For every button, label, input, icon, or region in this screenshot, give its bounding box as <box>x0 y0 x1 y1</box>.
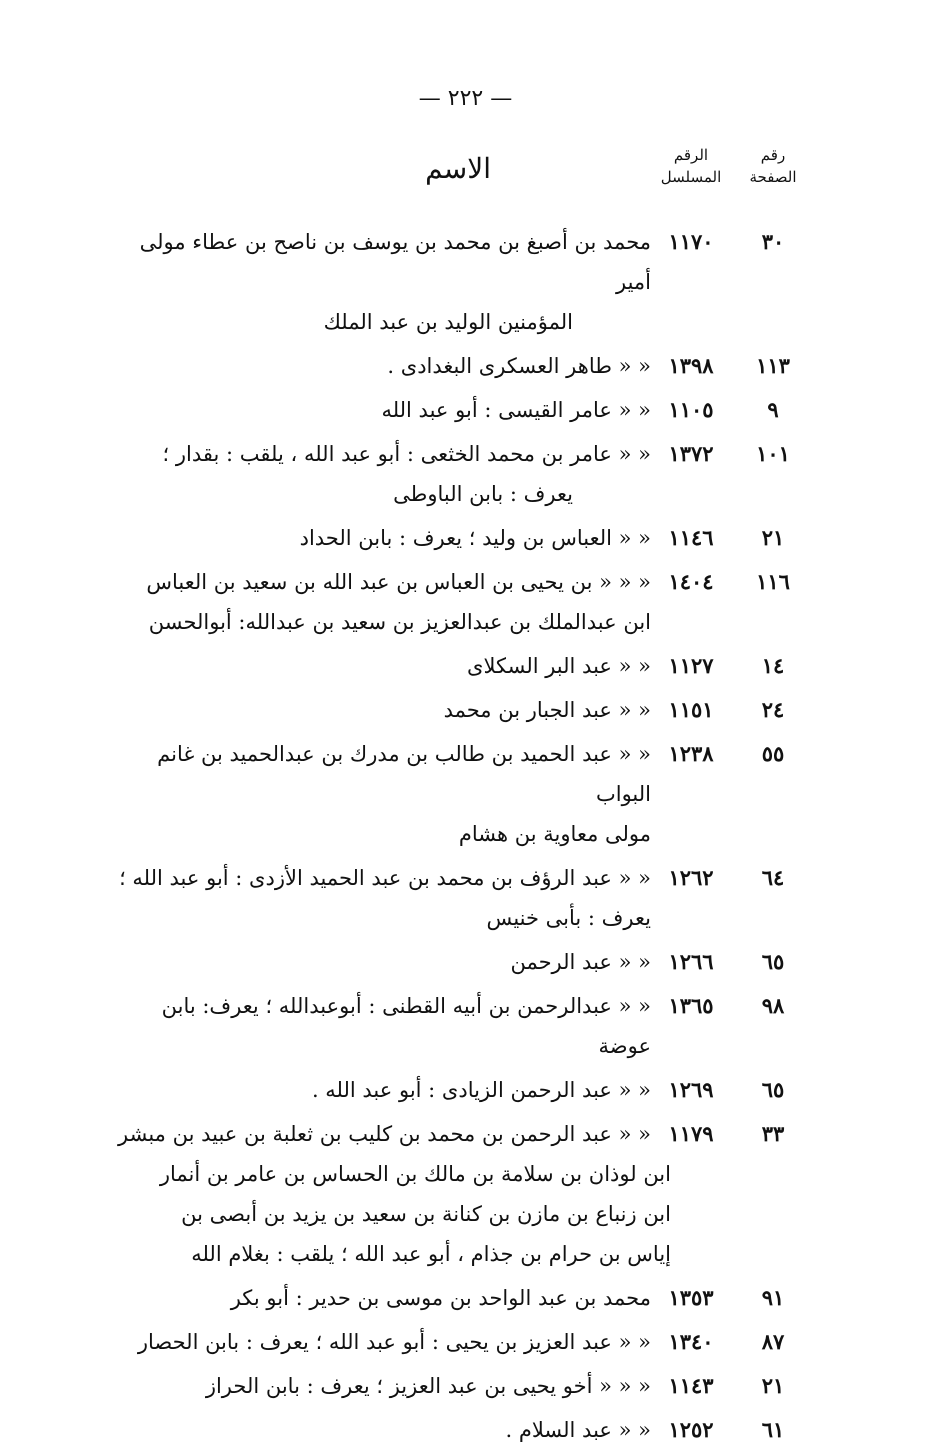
entry-name <box>104 1410 651 1450</box>
serial-number: ١٣٦٥ <box>668 993 714 1018</box>
entry-continuation: مولى معاوية بن هشام <box>458 822 651 846</box>
entry-name <box>104 942 651 982</box>
entry-name <box>104 858 651 938</box>
entry-name <box>104 646 651 686</box>
entry-name <box>104 1322 651 1362</box>
header-page-label: رقم الصفحة <box>749 146 797 186</box>
entry-name-text: « « عبد الرؤف بن محمد بن عبد الحميد الأزدى : أبو عبد الله ؛ <box>119 866 651 890</box>
serial-number: ١٤٠٤ <box>668 569 714 594</box>
entry-name-text: « « عبد البر السكلاى <box>467 654 651 678</box>
entry-name <box>104 518 651 558</box>
serial-number: ١١٤٣ <box>668 1373 714 1398</box>
entry-name <box>104 1278 651 1318</box>
entry-name-text: « « عبد العزيز بن يحيى : أبو عبد الله ؛ يعرف : بابن الحصار <box>137 1330 651 1354</box>
header-serial-label: الرقم المسلسل <box>660 146 722 186</box>
serial-number: ١٣٩٨ <box>668 353 714 378</box>
serial-number: ١٢٦٢ <box>668 865 714 890</box>
entry-name-text: « « عبد السلام . <box>505 1418 651 1442</box>
serial-number: ١١٥١ <box>668 697 714 722</box>
page-ref: ٦٤ <box>761 865 785 890</box>
entry-name <box>104 734 651 854</box>
entry-name <box>104 690 651 730</box>
table-row <box>0 346 931 386</box>
serial-number: ١١٧٠ <box>668 229 714 254</box>
header-serial-column <box>651 144 731 188</box>
table-row <box>0 986 931 1066</box>
entry-continuation: ابن عبدالملك بن عبدالعزيز بن سعيد بن عبدالله: أبوالحسن <box>148 610 651 634</box>
page-ref: ١١٦ <box>756 569 790 594</box>
entry-name <box>104 346 651 386</box>
serial-number: ١١٧٩ <box>668 1121 714 1146</box>
entry-continuation: يعرف : بأبى خنيس <box>486 906 651 930</box>
entry-name <box>104 434 651 514</box>
table-row <box>0 1114 931 1274</box>
table-row <box>0 1070 931 1110</box>
table-row <box>0 1410 931 1450</box>
page-number: — ٢٢٢ — <box>418 86 513 111</box>
entry-name-text: « « عامر القيسى : أبو عبد الله <box>381 398 651 422</box>
entry-name-text: « « عبدالرحمن بن أبيه القطنى : أبوعبدالله ؛ يعرف: بابن عوضة <box>161 994 651 1058</box>
entry-name <box>104 562 651 642</box>
page-ref: ٢١ <box>761 525 785 550</box>
table-row <box>0 222 931 342</box>
serial-number: ١١٤٦ <box>668 525 714 550</box>
table-row <box>0 518 931 558</box>
entry-name <box>104 1366 651 1406</box>
page-ref: ٩٨ <box>761 993 785 1018</box>
serial-number: ١٣٧٢ <box>668 441 714 466</box>
page-ref: ٩١ <box>761 1285 785 1310</box>
table-row <box>0 1322 931 1362</box>
entry-name-text: « « « أخو يحيى بن عبد العزيز ؛ يعرف : بابن الحراز <box>205 1374 651 1398</box>
entry-name <box>104 986 651 1066</box>
entry-name <box>104 1070 651 1110</box>
table-row <box>0 434 931 514</box>
page-ref: ٢٤ <box>761 697 785 722</box>
page-ref: ٣٣ <box>761 1121 785 1146</box>
serial-number: ١٢٦٩ <box>668 1077 714 1102</box>
entry-name-text: « « « بن يحيى بن العباس بن عبد الله بن سعيد بن العباس <box>146 570 651 594</box>
entry-name-text: محمد بن عبد الواحد بن موسى بن حدير : أبو بكر <box>230 1286 651 1310</box>
page-ref: ١٠١ <box>756 441 790 466</box>
entry-name-text: « « عبد الرحمن بن محمد بن كليب بن ثعلبة بن عبيد بن مبشر <box>118 1122 651 1146</box>
page-ref: ٣٠ <box>761 229 785 254</box>
page-ref: ٩ <box>767 397 779 422</box>
serial-number: ١١٠٥ <box>668 397 714 422</box>
entry-name-text: « « عبد الرحمن الزيادى : أبو عبد الله . <box>311 1078 651 1102</box>
table-row <box>0 734 931 854</box>
entry-continuation: المؤمنين الوليد بن عبد الملك <box>323 310 573 334</box>
table-row <box>0 942 931 982</box>
page-ref: ٥٥ <box>761 741 785 766</box>
page-ref: ١١٣ <box>756 353 790 378</box>
page-ref: ٨٧ <box>761 1329 785 1354</box>
entry-continuation: ابن لوذان بن سلامة بن مالك بن الحساس بن عامر بن أنمار ابن زنباع بن مازن بن كنانة بن سعيد بن يزيد بن أبصى بن إياس بن حرام بن جذام ، أبو عبد الله ؛ يلقب : بغلام الله <box>159 1162 671 1266</box>
serial-number: ١٣٥٣ <box>668 1285 714 1310</box>
header-name-column: الاسم <box>425 152 491 185</box>
entry-continuation: يعرف : بابن الباوطى <box>393 482 573 506</box>
entry-name-text: « « طاهر العسكرى البغدادى . <box>387 354 651 378</box>
table-row <box>0 1278 931 1318</box>
serial-number: ١٢٣٨ <box>668 741 714 766</box>
page-ref: ١٤ <box>761 653 785 678</box>
table-row <box>0 562 931 642</box>
table-row <box>0 1366 931 1406</box>
entry-name-text: « « عبد الرحمن <box>510 950 651 974</box>
serial-number: ١٣٤٠ <box>668 1329 714 1354</box>
page-ref: ٦١ <box>761 1417 785 1442</box>
entry-name-text: « « العباس بن وليد ؛ يعرف : بابن الحداد <box>299 526 651 550</box>
entry-name-text: « « عبد الجبار بن محمد <box>443 698 651 722</box>
table-row <box>0 390 931 430</box>
page-ref: ٢١ <box>761 1373 785 1398</box>
entry-name <box>104 390 651 430</box>
table-row <box>0 646 931 686</box>
entry-name <box>104 1114 671 1274</box>
serial-number: ١١٢٧ <box>668 653 714 678</box>
page-ref: ٦٥ <box>761 949 785 974</box>
entry-name-text: محمد بن أصبغ بن محمد بن يوسف بن ناصح بن عطاء مولى أمير <box>139 230 651 294</box>
entry-name <box>104 222 651 342</box>
table-row <box>0 690 931 730</box>
serial-number: ١٢٥٢ <box>668 1417 714 1442</box>
entry-name-text: « « عبد الحميد بن طالب بن مدرك بن عبدالحميد بن غانم البواب <box>157 742 651 806</box>
table-row <box>0 858 931 938</box>
entry-name-text: « « عامر بن محمد الخثعى : أبو عبد الله ، يلقب : بقدار ؛ <box>162 442 651 466</box>
index-table <box>0 222 931 1454</box>
page-ref: ٦٥ <box>761 1077 785 1102</box>
header-page-column <box>733 144 813 188</box>
serial-number: ١٢٦٦ <box>668 949 714 974</box>
table-header <box>0 140 931 220</box>
